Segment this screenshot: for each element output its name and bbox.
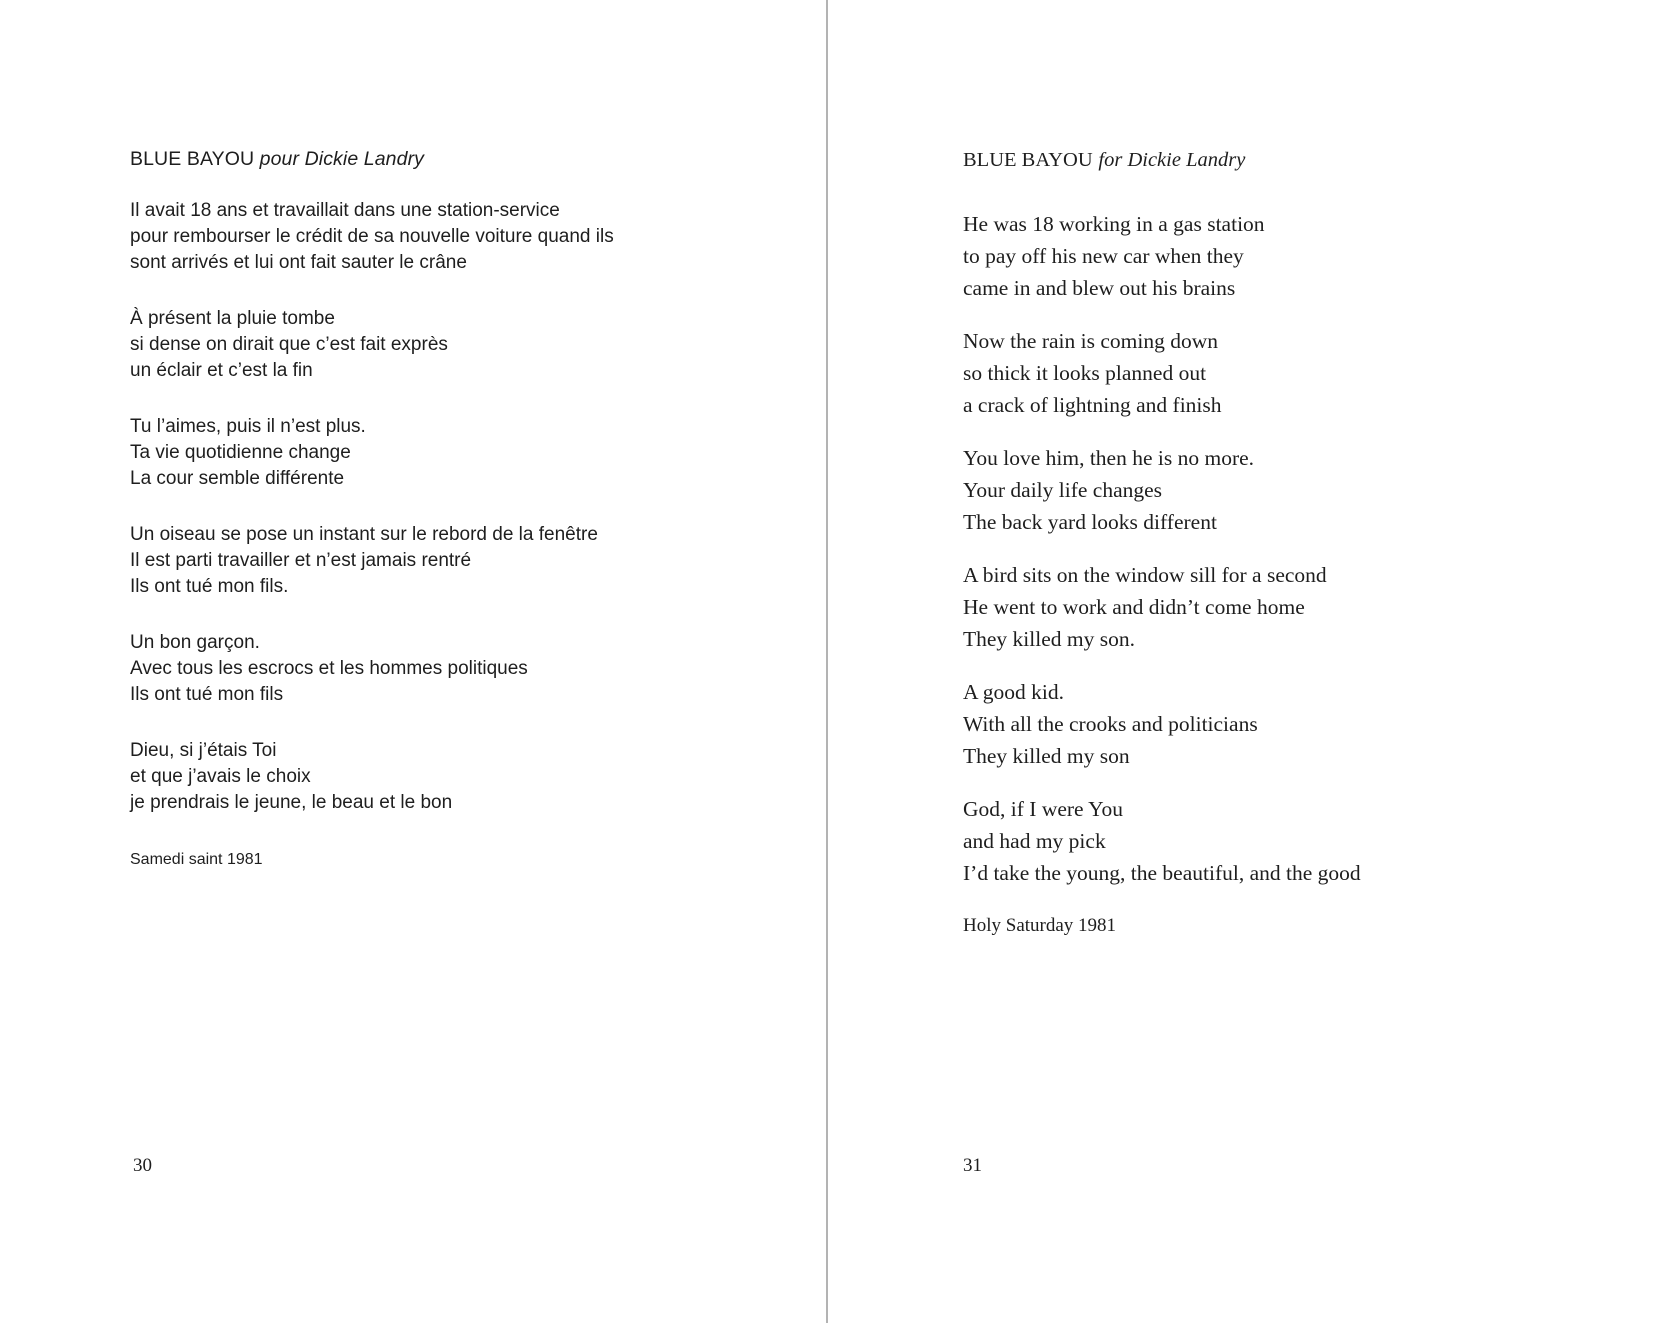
poem-line: I’d take the young, the beautiful, and the good (963, 861, 1361, 885)
poem-line: Un bon garçon. (130, 632, 260, 653)
poem-line: Dieu, si j’étais Toi (130, 740, 277, 761)
poem-line: La cour semble différente (130, 468, 345, 489)
poem-dedication: for Dickie Landry (1098, 149, 1246, 171)
stanza (963, 442, 1563, 538)
poem-line: He went to work and didn’t come home (963, 595, 1305, 619)
page-divider (826, 0, 828, 1323)
poem-line: Ils ont tué mon fils (130, 684, 284, 705)
poem-title-text: BLUE BAYOU (130, 148, 255, 170)
poem-line: He was 18 working in a gas station (963, 212, 1265, 236)
stanza (963, 325, 1563, 421)
poem-line: You love him, then he is no more. (963, 446, 1255, 470)
poem-line: pour rembourser le crédit de sa nouvelle voiture quand ils (130, 226, 614, 247)
poem-line: came in and blew out his brains (963, 276, 1236, 300)
poem-line: Il est parti travailler et n’est jamais rentré (130, 550, 472, 571)
poem-line: Un oiseau se pose un instant sur le rebord de la fenêtre (130, 524, 598, 545)
page-right (963, 145, 1563, 938)
page-number-left: 30 (133, 1155, 152, 1176)
stanza (130, 306, 770, 384)
poem-line: et que j’avais le choix (130, 766, 311, 787)
poem-line: sont arrivés et lui ont fait sauter le crâne (130, 252, 467, 273)
poem-line: Tu l’aimes, puis il n’est plus. (130, 416, 366, 437)
poem-line: so thick it looks planned out (963, 361, 1207, 385)
stanza (130, 630, 770, 708)
poem-line: si dense on dirait que c’est fait exprès (130, 334, 448, 355)
poem-line: They killed my son. (963, 627, 1135, 651)
poem-line: Ta vie quotidienne change (130, 442, 351, 463)
stanza (963, 793, 1563, 889)
stanza (130, 414, 770, 492)
poem-line: A bird sits on the window sill for a second (963, 563, 1327, 587)
stanza (130, 738, 770, 816)
poem-title (130, 146, 770, 172)
stanza (963, 676, 1563, 772)
poem-line: to pay off his new car when they (963, 244, 1244, 268)
stanza (130, 198, 770, 276)
poem-line: un éclair et c’est la fin (130, 360, 313, 381)
poem-date: Samedi saint 1981 (130, 851, 263, 868)
poem-line: A good kid. (963, 680, 1064, 704)
poem-title (963, 145, 1563, 175)
poem-line: je prendrais le jeune, le beau et le bon (130, 792, 453, 813)
poem-line: Your daily life changes (963, 478, 1163, 502)
poem-line: a crack of lightning and finish (963, 393, 1222, 417)
poem-line: They killed my son (963, 744, 1130, 768)
page-number-right: 31 (963, 1155, 982, 1176)
stanza (130, 522, 770, 600)
poem-dedication: pour Dickie Landry (259, 148, 425, 170)
stanza (963, 559, 1563, 655)
poem-line: With all the crooks and politicians (963, 712, 1258, 736)
page-left (130, 146, 770, 870)
poem-line: and had my pick (963, 829, 1106, 853)
poem-line: À présent la pluie tombe (130, 308, 335, 329)
poem-title-text: BLUE BAYOU (963, 149, 1093, 171)
poem-line: Ils ont tué mon fils. (130, 576, 289, 597)
poem-line: The back yard looks different (963, 510, 1217, 534)
poem-line: God, if I were You (963, 797, 1124, 821)
poem-line: Il avait 18 ans et travaillait dans une station-service (130, 200, 560, 221)
stanza (963, 208, 1563, 304)
poem-line: Now the rain is coming down (963, 329, 1218, 353)
poem-date: Holy Saturday 1981 (963, 915, 1117, 936)
poem-line: Avec tous les escrocs et les hommes politiques (130, 658, 528, 679)
